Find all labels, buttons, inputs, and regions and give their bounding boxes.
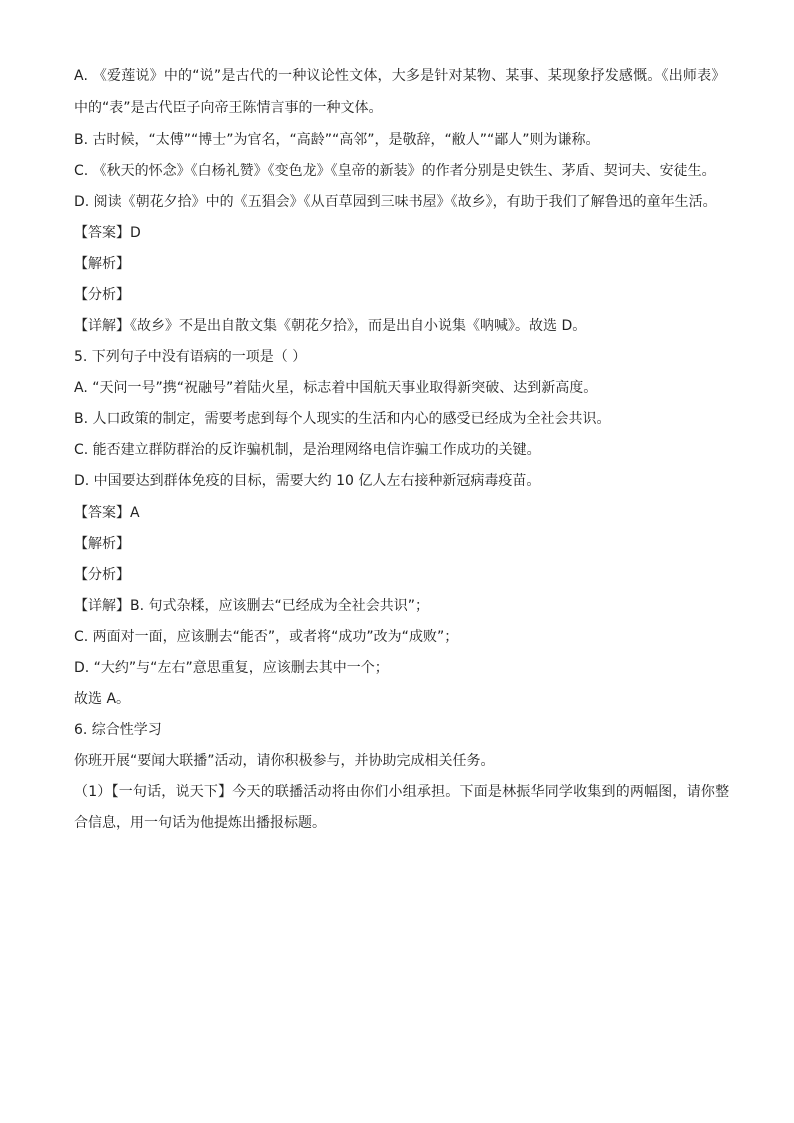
question-6-intro: 你班开展“要闻大联播”活动，请你积极参与，并协助完成相关任务。 <box>74 753 495 769</box>
detail-explanation: 【详解】《故乡》不是出自散文集《朝花夕拾》，而是出自小说集《呐喊》。故选 D。 <box>74 318 587 334</box>
option-a-line-2: 中的“表”是古代臣子向帝王陈情言事的一种文体。 <box>74 100 383 116</box>
answer-label: 【答案】D <box>74 225 141 241</box>
q5-analysis-label: 【解析】 <box>74 536 130 552</box>
q5-option-a: A. “天问一号”携“祝融号”着陆火星，标志着中国航天事业取得新突破、达到新高度。 <box>74 380 598 396</box>
q5-detail-c: C. 两面对一面，应该删去“能否”，或者将“成功”改为“成败”； <box>74 629 459 645</box>
option-b: B. 古时候，“太傅”“博士”为官名，“高龄”“高邻”，是敬辞，“敝人”“鄙人”则为谦称。 <box>74 132 600 148</box>
analysis-label: 【解析】 <box>74 256 130 272</box>
question-5-stem: 5. 下列句子中没有语病的一项是（ ） <box>74 349 307 365</box>
q5-option-b: B. 人口政策的制定，需要考虑到每个人现实的生活和内心的感受已经成为全社会共识。 <box>74 411 611 427</box>
q5-breakdown-label: 【分析】 <box>74 567 130 583</box>
q5-answer-label: 【答案】A <box>74 505 140 521</box>
q5-option-d: D. 中国要达到群体免疫的目标，需要大约 10 亿人左右接种新冠病毒疫苗。 <box>74 473 541 489</box>
option-a-line-1: A. 《爱莲说》中的“说”是古代的一种议论性文体，大多是针对某物、某事、某现象抒发感慨。《出师表》 <box>74 68 726 84</box>
q5-detail-b: 【详解】B. 句式杂糅，应该删去“已经成为全社会共识”； <box>74 598 430 614</box>
q6-task-1-line-1: （1）【一句话，说天下】今天的联播活动将由你们小组承担。下面是林振华同学收集到的两幅图，请你整 <box>74 784 730 800</box>
breakdown-label: 【分析】 <box>74 287 130 303</box>
q5-detail-d: D. “大约”与“左右”意思重复，应该删去其中一个； <box>74 660 389 676</box>
q6-task-1-line-2: 合信息，用一句话为他提炼出播报标题。 <box>74 815 326 831</box>
question-6-title: 6. 综合性学习 <box>74 722 162 738</box>
q5-conclusion: 故选 A。 <box>74 691 131 707</box>
q5-option-c: C. 能否建立群防群治的反诈骗机制，是治理网络电信诈骗工作成功的关键。 <box>74 442 541 458</box>
option-d: D. 阅读《朝花夕拾》中的《五猖会》《从百草园到三味书屋》《故乡》，有助于我们了解鲁迅的童年生活。 <box>74 194 717 210</box>
option-c: C. 《秋天的怀念》《白杨礼赞》《变色龙》《皇帝的新装》的作者分别是史铁生、茅盾、契诃夫、安徒生。 <box>74 163 716 179</box>
